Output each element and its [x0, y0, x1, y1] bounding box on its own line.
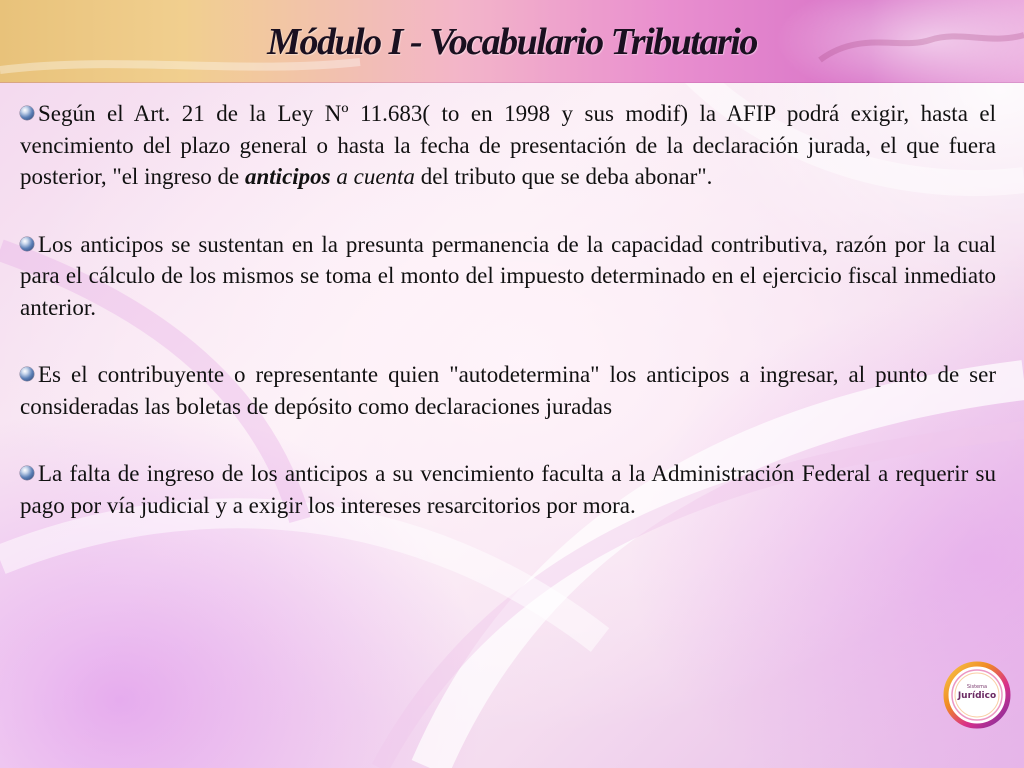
bullet-sphere-icon	[20, 237, 34, 251]
title-bar	[0, 0, 1024, 83]
logo-text: Jurídico	[957, 691, 997, 701]
logo-small-text: Sistema	[966, 684, 988, 690]
paragraph-text: Los anticipos se sustentan en la presunta permanencia de la capacidad contributiva, razón por la cual para el cálculo de los mismos se toma el monto del impuesto determinado en el ejercicio fiscal inmediato anterior.	[20, 231, 996, 320]
bullet-sphere-icon	[20, 106, 34, 120]
italic-text: a cuenta	[336, 164, 415, 189]
paragraph-text: Es el contribuyente o representante quien "autodetermina" los anticipos a ingresar, al punto de ser consideradas las boletas de depósito como declaraciones juradas	[20, 362, 996, 419]
slide-content	[20, 98, 996, 557]
slide-title: Módulo I - Vocabulario Tributario	[267, 21, 757, 63]
bullet-sphere-icon	[20, 466, 34, 480]
colorful-ring-logo-icon	[942, 660, 1012, 730]
bullet-paragraph	[20, 458, 996, 521]
bullet-paragraph	[20, 98, 996, 193]
paragraph-text: Según el Art. 21 de la Ley Nº 11.683( to en 1998 y sus modif) la AFIP podrá exigir, hasta el vencimiento del plazo general o hasta la fecha de presentación de la declaración jurada, el que fuera posterior, "el ingreso de	[20, 101, 996, 189]
paragraph-text: del tributo que se deba abonar".	[414, 164, 713, 189]
emphasis-text: anticipos	[245, 164, 331, 189]
paragraph-text: La falta de ingreso de los anticipos a su vencimiento faculta a la Administración Federal a requerir su pago por vía judicial y a exigir los intereses resarcitorios por mora.	[20, 461, 996, 518]
bullet-paragraph	[20, 229, 996, 324]
bullet-paragraph	[20, 359, 996, 422]
bullet-sphere-icon	[20, 367, 34, 381]
